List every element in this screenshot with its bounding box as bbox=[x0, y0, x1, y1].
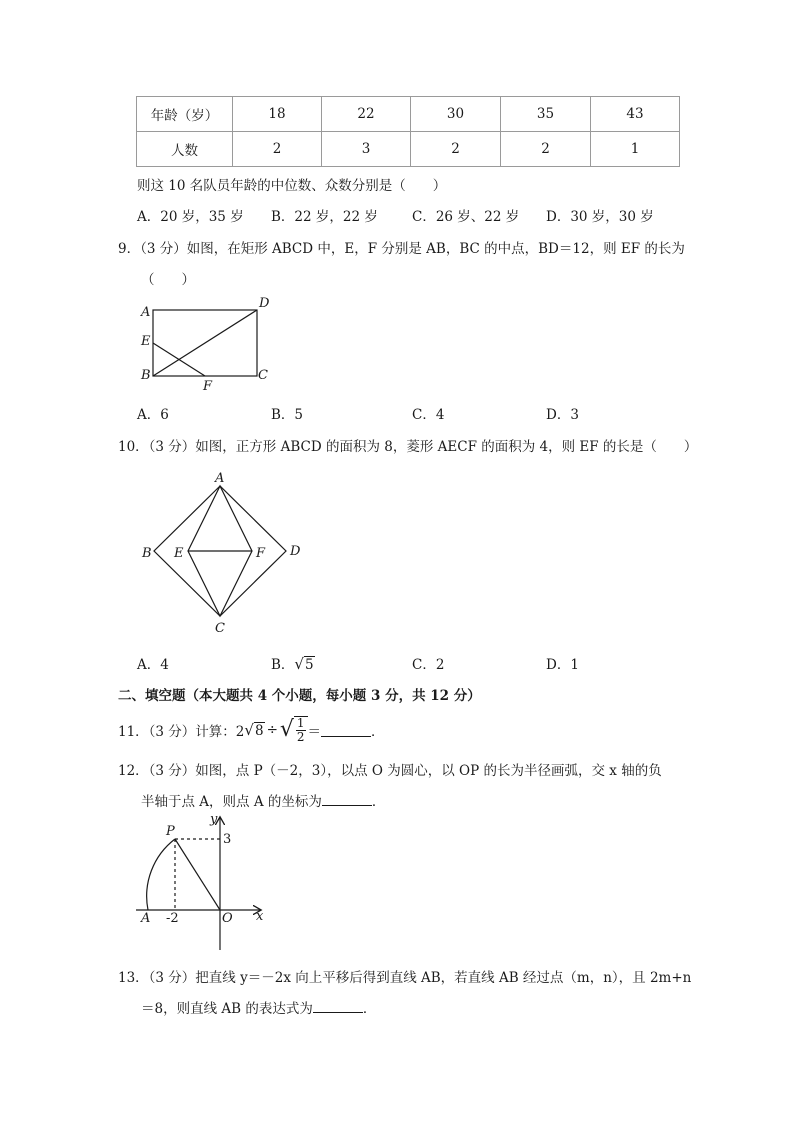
table-cell: 2 bbox=[501, 132, 591, 167]
q9-option-a: A．6 bbox=[137, 407, 169, 423]
label-f: F bbox=[256, 546, 266, 561]
q8-option-d: D．30 岁，30 岁 bbox=[546, 209, 654, 225]
q9-option-b: B．5 bbox=[271, 407, 304, 423]
table-cell: 年龄（岁） bbox=[137, 97, 233, 132]
answer-blank[interactable] bbox=[313, 1000, 363, 1013]
q11-denominator: 2 bbox=[296, 730, 305, 744]
q9-stem-paren: （ ） bbox=[141, 272, 195, 288]
label-a: A bbox=[141, 305, 151, 320]
q10-option-a: A．4 bbox=[137, 657, 169, 673]
label-b: B bbox=[142, 546, 152, 561]
q11-divide: ÷ bbox=[266, 722, 278, 738]
q9-option-c: C．4 bbox=[412, 407, 445, 423]
label-o: O bbox=[222, 911, 233, 926]
q12-stem-line1: 12．（3 分）如图，点 P（－2，3），以点 O 为圆心，以 OP 的长为半径画弧，交 x 轴的负 bbox=[118, 763, 662, 779]
label-f: F bbox=[203, 379, 213, 394]
q9-stem: 9．（3 分）如图，在矩形 ABCD 中，E，F 分别是 AB，BC 的中点，BD＝12，则 EF 的长为 bbox=[118, 241, 685, 257]
label-x: x bbox=[256, 909, 264, 924]
q13-end: ． bbox=[362, 1001, 377, 1017]
sqrt-sign: √ bbox=[244, 721, 254, 739]
q11-end: ． bbox=[371, 724, 385, 740]
table-cell: 43 bbox=[591, 97, 680, 132]
q10-option-d: D．1 bbox=[546, 657, 579, 673]
q9-option-d: D．3 bbox=[546, 407, 579, 423]
q10-stem: 10．（3 分）如图，正方形 ABCD 的面积为 8，菱形 AECF 的面积为 4，则 EF 的长是（ ） bbox=[118, 439, 698, 455]
label-c: C bbox=[215, 621, 225, 636]
q12-end: ． bbox=[371, 794, 386, 810]
label-y: y bbox=[210, 812, 218, 827]
radicand: 5 bbox=[304, 657, 314, 673]
label-d: D bbox=[259, 296, 270, 311]
table-cell: 18 bbox=[233, 97, 322, 132]
q8-stem: 则这 10 名队员年龄的中位数、众数分别是（ ） bbox=[137, 178, 447, 194]
table-cell: 35 bbox=[501, 97, 591, 132]
label-d: D bbox=[290, 544, 301, 559]
q8-option-b: B．22 岁，22 岁 bbox=[271, 209, 378, 225]
q11-equals: ＝ bbox=[307, 724, 322, 740]
label-three: 3 bbox=[223, 832, 232, 847]
q12-text: 半轴于点 A，则点 A 的坐标为 bbox=[141, 794, 322, 810]
table-cell: 30 bbox=[411, 97, 501, 132]
q13-stem-line1: 13．（3 分）把直线 y＝－2x 向上平移后得到直线 AB，若直线 AB 经过点（m，n），且 2m+n bbox=[118, 970, 692, 986]
table-cell: 人数 bbox=[137, 132, 233, 167]
q13-text: ＝8，则直线 AB 的表达式为 bbox=[141, 1001, 313, 1017]
table-cell: 1 bbox=[591, 132, 680, 167]
q11-numerator: 1 bbox=[296, 716, 305, 730]
label-a: A bbox=[141, 911, 151, 926]
label-c: C bbox=[258, 368, 268, 383]
label-b: B bbox=[141, 368, 151, 383]
label-e: E bbox=[174, 546, 184, 561]
q10-option-c: C．2 bbox=[412, 657, 445, 673]
label-neg2: -2 bbox=[166, 911, 179, 926]
table-cell: 2 bbox=[233, 132, 322, 167]
option-b-letter: B． bbox=[271, 657, 295, 673]
q11-radicand: 8 bbox=[254, 722, 264, 739]
table-cell: 22 bbox=[322, 97, 411, 132]
label-a: A bbox=[215, 471, 225, 486]
sqrt-sign: √ bbox=[294, 655, 304, 673]
q8-option-c: C．26 岁、22 岁 bbox=[412, 209, 520, 225]
q13-stem-line2 bbox=[141, 997, 376, 1017]
arc-ap bbox=[147, 839, 175, 910]
label-p: P bbox=[166, 824, 175, 839]
segment-op bbox=[175, 839, 220, 910]
label-e: E bbox=[141, 334, 151, 349]
table-cell: 3 bbox=[322, 132, 411, 167]
sqrt-sign: √ bbox=[279, 717, 294, 742]
q8-option-a: A．20 岁，35 岁 bbox=[137, 209, 244, 225]
table-cell: 2 bbox=[411, 132, 501, 167]
q11-prefix: 11．（3 分）计算：2 bbox=[118, 724, 245, 740]
section-heading: 二、填空题（本大题共 4 个小题，每小题 3 分，共 12 分） bbox=[118, 688, 481, 704]
